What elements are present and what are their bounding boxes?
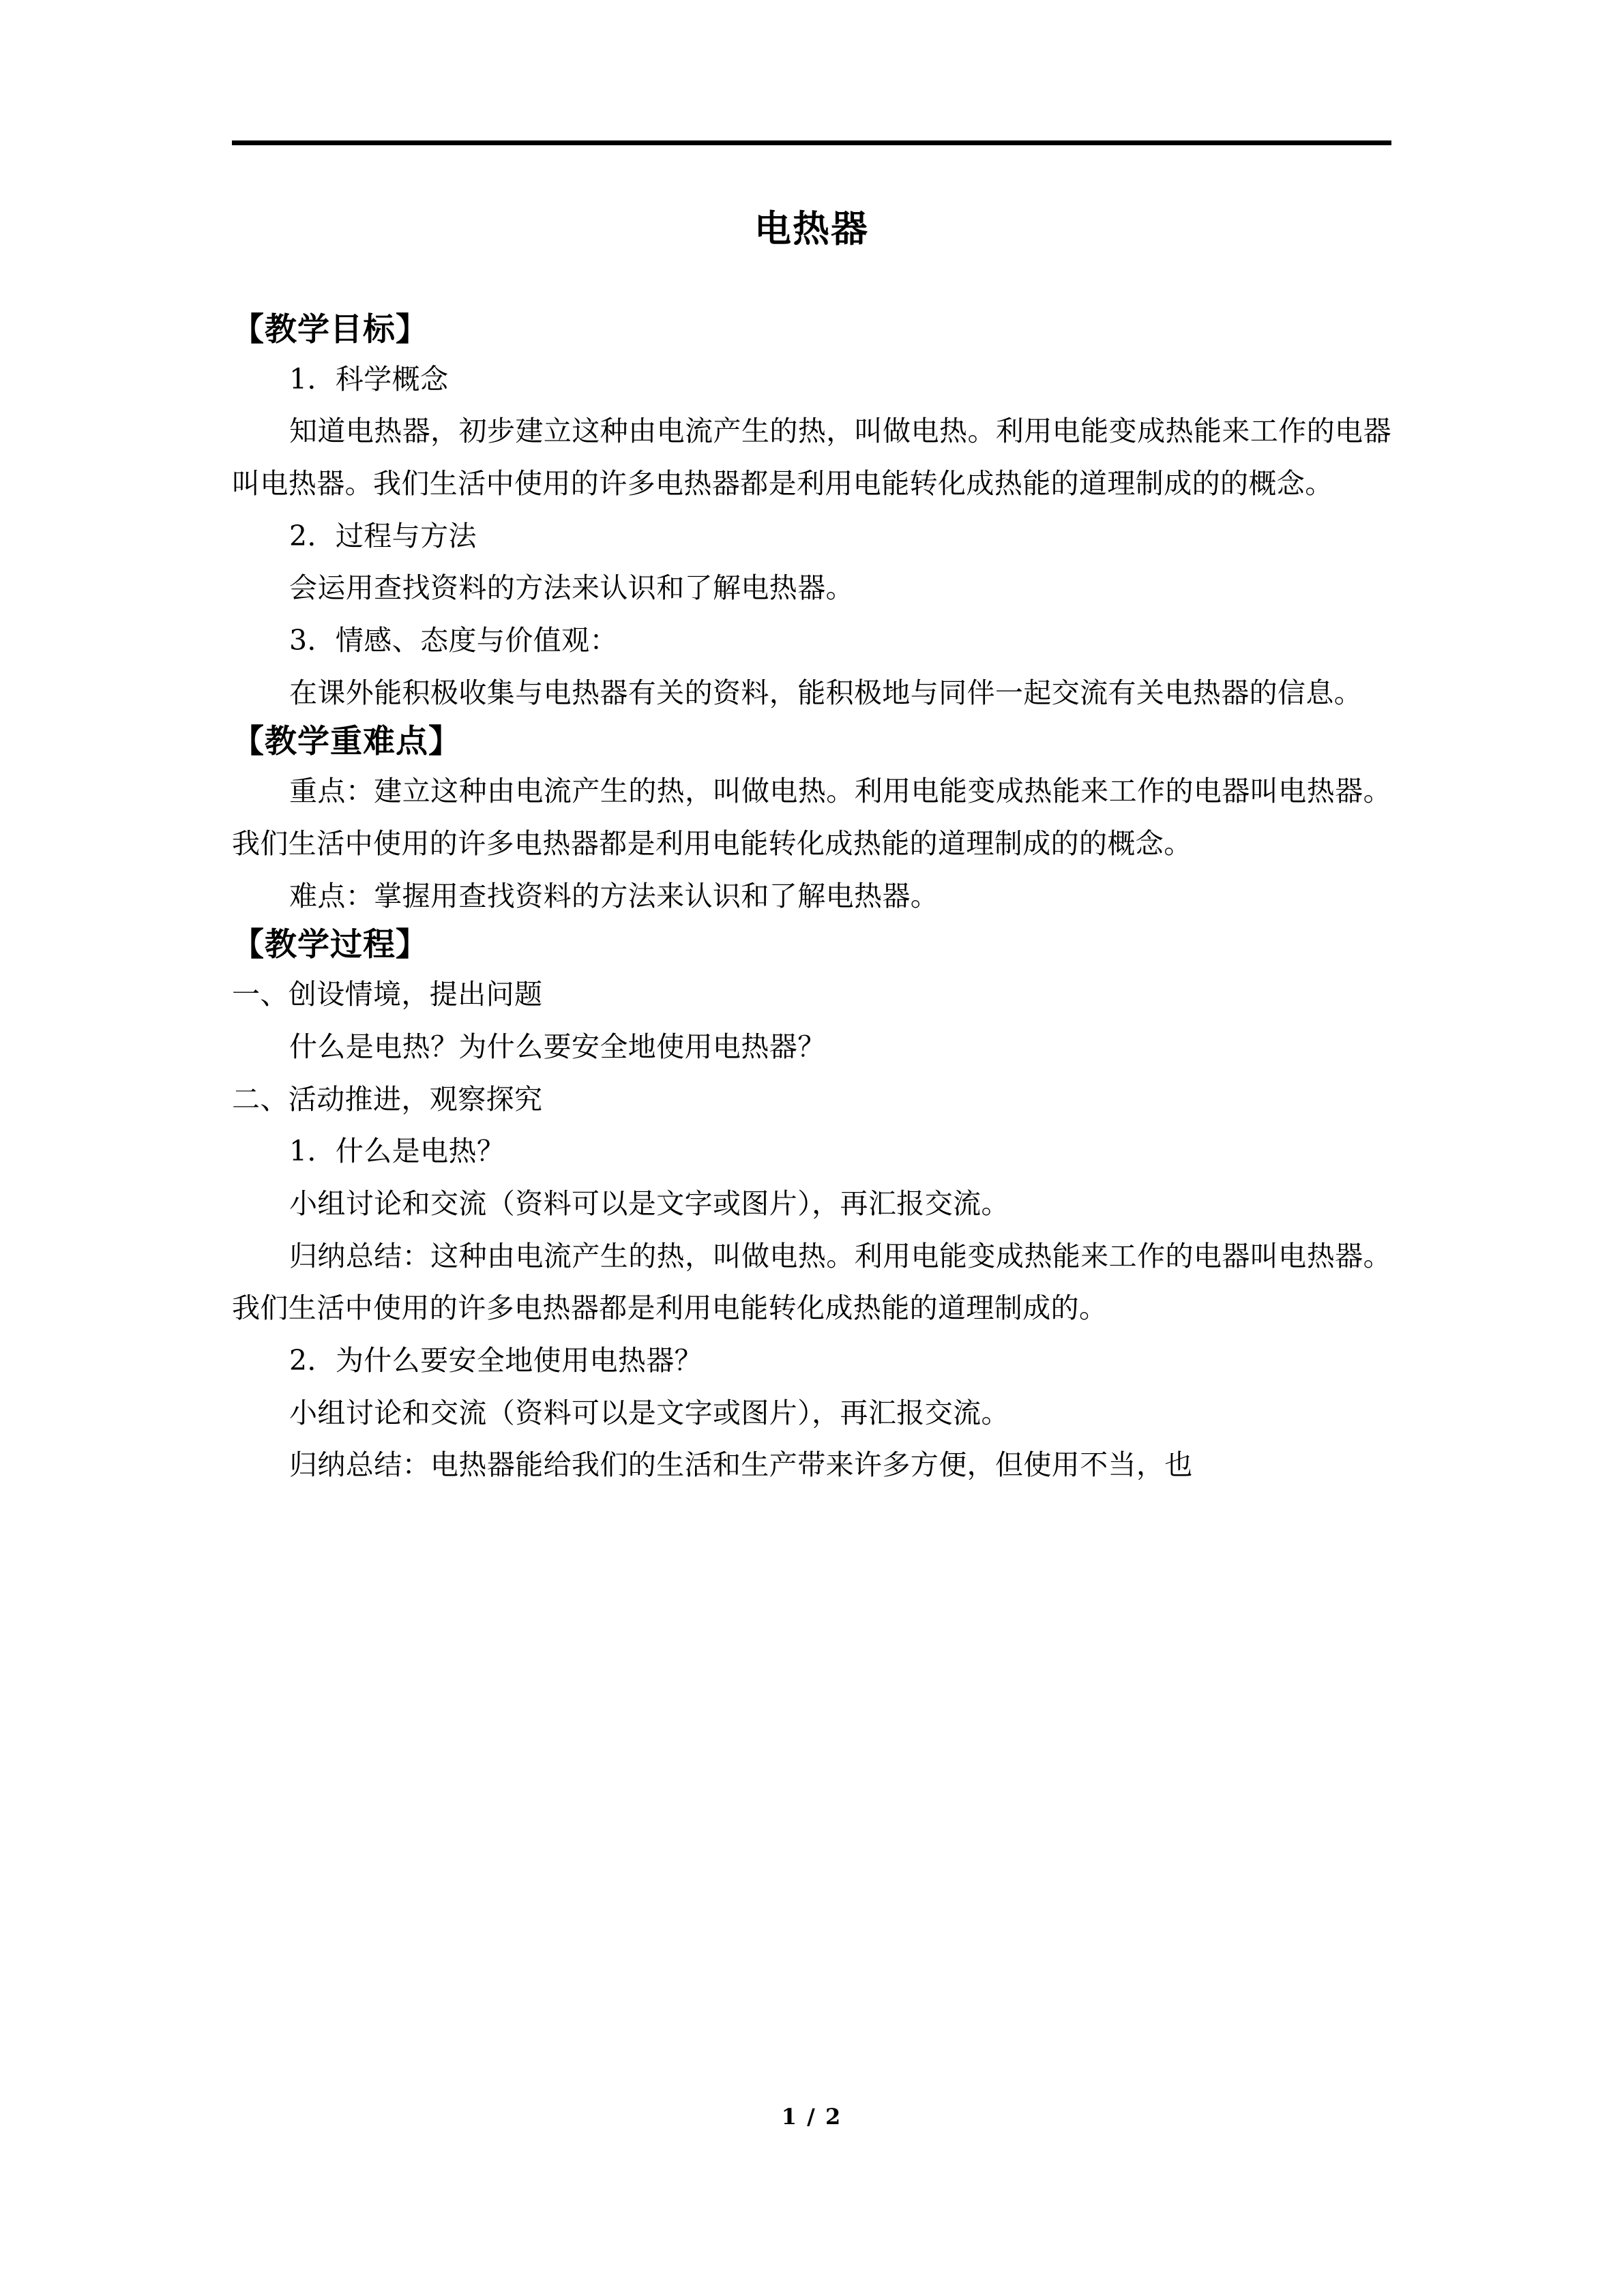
section-heading-objectives: 【教学目标】 <box>232 310 428 348</box>
key-points-focus: 重点：建立这种由电流产生的热，叫做电热。利用电能变成热能来工作的电器叫电热器。我们生活中使用的许多电热器都是利用电能转化成热能的道理制成的的概念。 <box>232 775 1391 861</box>
key-points-difficulty: 难点：掌握用查找资料的方法来认识和了解电热器。 <box>289 879 939 912</box>
page-title: 电热器 <box>754 207 869 250</box>
objectives-item3-body: 在课外能积极收集与电热器有关的资料，能积极地与同伴一起交流有关电热器的信息。 <box>289 676 1363 709</box>
process-step2-question1-summary: 归纳总结：这种由电流产生的热，叫做电热。利用电能变成热能来工作的电器叫电热器。我们生活中使用的许多电热器都是利用电能转化成热能的道理制成的。 <box>232 1239 1391 1325</box>
section-heading-process: 【教学过程】 <box>232 926 428 964</box>
header-divider-rule <box>232 140 1391 145</box>
objectives-item2-body: 会运用查找资料的方法来认识和了解电热器。 <box>289 571 854 605</box>
objectives-item1-label: 1．科学概念 <box>289 362 449 396</box>
process-step2-question2-discussion: 小组讨论和交流（资料可以是文字或图片），再汇报交流。 <box>289 1396 1009 1429</box>
process-step2-question1: 1．什么是电热？ <box>289 1135 505 1168</box>
process-step2-question2: 2．为什么要安全地使用电热器？ <box>289 1344 703 1377</box>
process-step2-question2-summary: 归纳总结：电热器能给我们的生活和生产带来许多方便，但使用不当，也 <box>289 1448 1193 1482</box>
document-body <box>232 174 1391 1491</box>
process-step2-question1-discussion: 小组讨论和交流（资料可以是文字或图片），再汇报交流。 <box>289 1187 1009 1221</box>
page-number-footer: 1 / 2 <box>781 2104 842 2130</box>
section-heading-key-points: 【教学重难点】 <box>232 723 461 761</box>
objectives-item1-body: 知道电热器，初步建立这种由电流产生的热，叫做电热。利用电能变成热能来工作的电器叫电热器。我们生活中使用的许多电热器都是利用电能转化成热能的道理制成的的概念。 <box>232 415 1391 500</box>
process-step1-title: 一、创设情境，提出问题 <box>232 978 543 1011</box>
process-step2-title: 二、活动推进，观察探究 <box>232 1082 543 1116</box>
objectives-item3-label: 3．情感、态度与价值观： <box>289 623 618 657</box>
objectives-item2-label: 2．过程与方法 <box>289 519 477 552</box>
process-step1-body: 什么是电热？为什么要安全地使用电热器？ <box>289 1030 826 1064</box>
